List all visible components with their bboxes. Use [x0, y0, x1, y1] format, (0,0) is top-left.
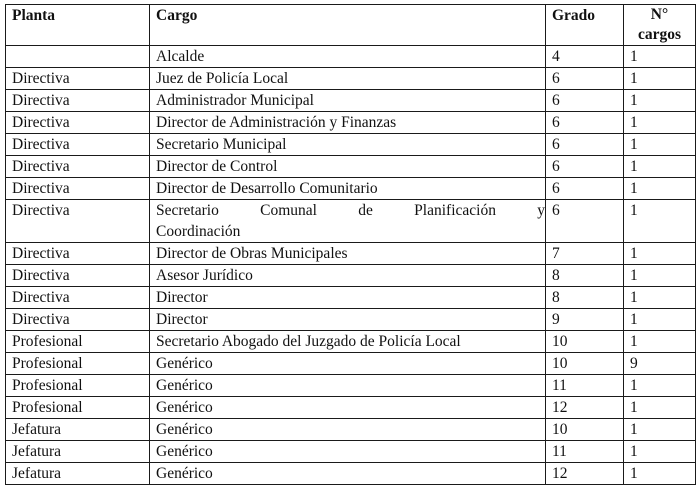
- cell-planta: Directiva: [6, 68, 150, 90]
- header-row: [6, 5, 696, 46]
- table-row: [6, 90, 696, 112]
- cell-grado: 6: [546, 90, 624, 112]
- cell-cargo: Genérico: [150, 397, 546, 419]
- cell-grado: 7: [546, 243, 624, 265]
- cell-cargo: Genérico: [150, 419, 546, 441]
- table-row: [6, 309, 696, 331]
- cell-planta: Directiva: [6, 178, 150, 200]
- cell-grado: 10: [546, 331, 624, 353]
- cell-n-cargos: 1: [624, 112, 696, 134]
- cell-grado: 11: [546, 441, 624, 463]
- cell-n-cargos: 1: [624, 397, 696, 419]
- cell-planta: Directiva: [6, 265, 150, 287]
- table-row: [6, 463, 696, 485]
- cell-n-cargos: 1: [624, 463, 696, 485]
- table-row: [6, 419, 696, 441]
- cargos-table: [5, 4, 696, 485]
- cell-planta: Profesional: [6, 353, 150, 375]
- cell-planta: Directiva: [6, 287, 150, 309]
- cell-n-cargos: 1: [624, 68, 696, 90]
- cell-n-cargos: 1: [624, 200, 696, 243]
- cell-cargo: Director de Control: [150, 156, 546, 178]
- cell-grado: 6: [546, 68, 624, 90]
- header-n-cargos: [624, 5, 696, 46]
- cell-grado: 11: [546, 375, 624, 397]
- cell-n-cargos: 1: [624, 243, 696, 265]
- cell-cargo: Genérico: [150, 375, 546, 397]
- cell-n-cargos: 1: [624, 287, 696, 309]
- cell-cargo: Genérico: [150, 441, 546, 463]
- cell-n-cargos: 1: [624, 375, 696, 397]
- cell-n-cargos: 1: [624, 156, 696, 178]
- cell-cargo: Administrador Municipal: [150, 90, 546, 112]
- cell-cargo-line2: Coordinación: [156, 223, 241, 240]
- cell-grado: 4: [546, 46, 624, 68]
- cell-planta: Profesional: [6, 397, 150, 419]
- table-row: [6, 112, 696, 134]
- table-row: [6, 46, 696, 68]
- cell-grado: 12: [546, 397, 624, 419]
- table-row: [6, 441, 696, 463]
- cell-grado: 6: [546, 178, 624, 200]
- cell-cargo: Director de Administración y Finanzas: [150, 112, 546, 134]
- cell-cargo: Director de Obras Municipales: [150, 243, 546, 265]
- cell-planta: Profesional: [6, 331, 150, 353]
- header-grado: Grado: [546, 5, 624, 46]
- header-n-cargos-line2: cargos: [637, 26, 682, 43]
- cell-planta: [6, 46, 150, 68]
- cell-cargo: Genérico: [150, 463, 546, 485]
- cell-planta: Directiva: [6, 134, 150, 156]
- cell-planta: Jefatura: [6, 441, 150, 463]
- cell-planta: Directiva: [6, 309, 150, 331]
- cell-grado: 6: [546, 112, 624, 134]
- table-row: [6, 134, 696, 156]
- cell-n-cargos: 1: [624, 265, 696, 287]
- cell-n-cargos: 1: [624, 419, 696, 441]
- table-row: [6, 353, 696, 375]
- cell-n-cargos: 1: [624, 46, 696, 68]
- cell-planta: Directiva: [6, 112, 150, 134]
- cell-grado: 6: [546, 156, 624, 178]
- cell-grado: 8: [546, 265, 624, 287]
- cell-grado: 12: [546, 463, 624, 485]
- cell-n-cargos: 1: [624, 441, 696, 463]
- header-n-cargos-line1: N°: [650, 6, 669, 23]
- cell-cargo: Secretario Municipal: [150, 134, 546, 156]
- cell-planta: Jefatura: [6, 419, 150, 441]
- cell-planta: Directiva: [6, 200, 150, 243]
- table-row: [6, 243, 696, 265]
- table-row: [6, 397, 696, 419]
- cell-n-cargos: 1: [624, 331, 696, 353]
- cell-grado: 10: [546, 419, 624, 441]
- cell-cargo: Director: [150, 309, 546, 331]
- cell-cargo: Genérico: [150, 353, 546, 375]
- cell-grado: 8: [546, 287, 624, 309]
- cell-planta: Jefatura: [6, 463, 150, 485]
- cell-n-cargos: 1: [624, 90, 696, 112]
- cell-planta: Directiva: [6, 243, 150, 265]
- cell-grado: 9: [546, 309, 624, 331]
- cell-cargo: Secretario Abogado del Juzgado de Policía Local: [150, 331, 546, 353]
- table-row: [6, 68, 696, 90]
- cell-grado: 6: [546, 134, 624, 156]
- cell-n-cargos: 1: [624, 309, 696, 331]
- header-planta: Planta: [6, 5, 150, 46]
- cell-cargo: [150, 200, 546, 243]
- table-row: [6, 375, 696, 397]
- cell-planta: Profesional: [6, 375, 150, 397]
- cell-n-cargos: 1: [624, 178, 696, 200]
- header-cargo: Cargo: [150, 5, 546, 46]
- table-row: [6, 287, 696, 309]
- cell-grado: 6: [546, 200, 624, 243]
- cell-cargo: Director: [150, 287, 546, 309]
- cell-cargo: Juez de Policía Local: [150, 68, 546, 90]
- cell-planta: Directiva: [6, 90, 150, 112]
- cell-planta: Directiva: [6, 156, 150, 178]
- cell-grado: 10: [546, 353, 624, 375]
- table-row: [6, 331, 696, 353]
- table-row: [6, 200, 696, 243]
- cell-n-cargos: 1: [624, 134, 696, 156]
- cell-cargo: Asesor Jurídico: [150, 265, 546, 287]
- cell-cargo: Alcalde: [150, 46, 546, 68]
- table-row: [6, 265, 696, 287]
- cell-cargo: Director de Desarrollo Comunitario: [150, 178, 546, 200]
- cell-cargo-line1: Secretario Comunal de Planificación y: [156, 202, 545, 219]
- table-row: [6, 156, 696, 178]
- cell-n-cargos: 9: [624, 353, 696, 375]
- table-row: [6, 178, 696, 200]
